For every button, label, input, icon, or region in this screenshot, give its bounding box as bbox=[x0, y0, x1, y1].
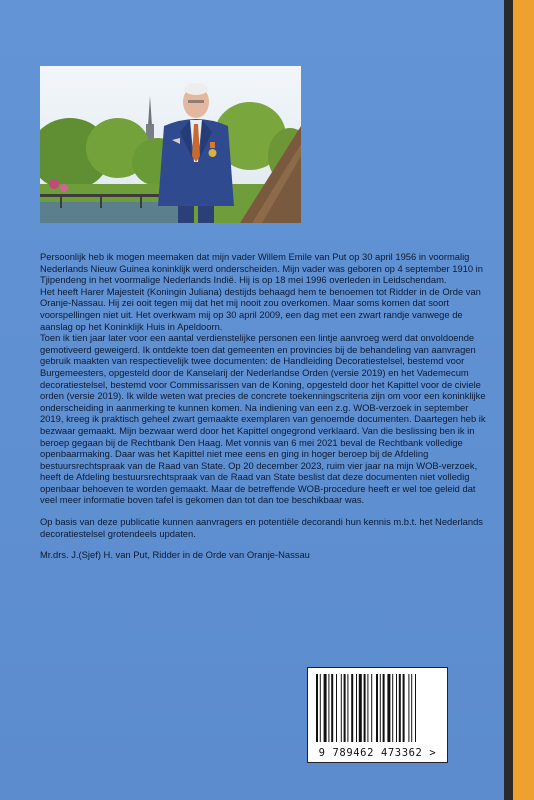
photo-icon bbox=[40, 66, 301, 223]
barcode-block bbox=[307, 667, 448, 763]
paragraph-wob-procedure: Toen ik tien jaar later voor een aantal verdienstelijke personen een lintje aanvroeg werd dat onvoldoende gemotiveerd geweigerd. Ik ontdekte toen dat gemeenten en provincies bij de behandeling van aanvragen gebruik maakten van respectievelijk twee documenten: de Handleiding Decoratiestelsel, bestemd voor Burgemeesters, opgesteld door de Kanselarij der Nederlandse Orden (versie 2019) en het Vademecum decoratiestelsel, bestemd voor Commissarissen van de Koning, opgesteld door het Kapittel voor de civiele orden (versie 2019). Ik wilde weten wat precies de concrete toekenningscriteria zijn om voor een koninklijke onderscheiding in aanmerking te kunnen komen. Na indiening van een z.g. WOB-verzoek in september 2019, kreeg ik praktisch geheel zwart gemaakte exemplaren van genoemde documenten. Daartegen heb ik bezwaar gemaakt. Mijn bezwaar werd door het Kapittel ongegrond verklaard. Van die beslissing ben ik in beroep gegaan bij de Rechtbank Den Haag. Met vonnis van 6 mei 2021 beval de Rechtbank volledige openbaarmaking. Daar was het Kapittel niet mee eens en ging in hoger beroep bij de Afdeling bestuursrechtspraak van de Raad van State. Op 20 december 2023, ruim vier jaar na mijn WOB-verzoek, heeft de Afdeling bestuursrechtspraak van de Raad van State beslist dat deze documenten niet volledig openbaar behoeven te worden gemaakt. Maar de betreffende WOB-procedure heeft er wel toe geleid dat veel meer informatie boven tafel is gekomen dan tot dan toe beschikbaar was. bbox=[40, 332, 486, 506]
barcode-icon bbox=[314, 674, 440, 742]
spine-edge bbox=[504, 0, 513, 800]
author-photo bbox=[40, 66, 301, 223]
paragraph-publication: Op basis van deze publicatie kunnen aanvragers en potentiële decorandi hun kennis m.b.t. het Nederlands decoratiestelsel grotendeels updaten. bbox=[40, 516, 483, 539]
paragraph-knighthood: Het heeft Harer Majesteit (Koningin Juliana) destijds behaagd hem te benoemen tot Ridder in de Orde van Oranje-Nassau. Hij zei ooit tegen mij dat het mij nooit zou overkomen. Maar soms komen dat soort voorspellingen niet uit. Het overkwam mij op 30 april 2009, een dag met een zwart randje vanwege de aanslag op het Koninklijk Huis in Apeldoorn. bbox=[40, 285, 481, 332]
author-signature: Mr.drs. J.(Sjef) H. van Put, Ridder in de Orde van Oranje-Nassau bbox=[40, 549, 310, 561]
paragraph-father: Persoonlijk heb ik mogen meemaken dat mijn vader Willem Emile van Put op 30 april 1956 in voormalig Nederlands Nieuw Guinea koninklijk werd onderscheiden. Mijn vader was geboren op 4 september 1910 in Tjipendeng in het voormalige Nederlands Indië. Hij is op 18 mei 1996 overleden in Leidschendam. bbox=[40, 251, 483, 286]
isbn-number: 9 789462 473362 > bbox=[318, 747, 437, 759]
spine-accent-stripe bbox=[513, 0, 534, 800]
blurb-text bbox=[40, 251, 492, 561]
